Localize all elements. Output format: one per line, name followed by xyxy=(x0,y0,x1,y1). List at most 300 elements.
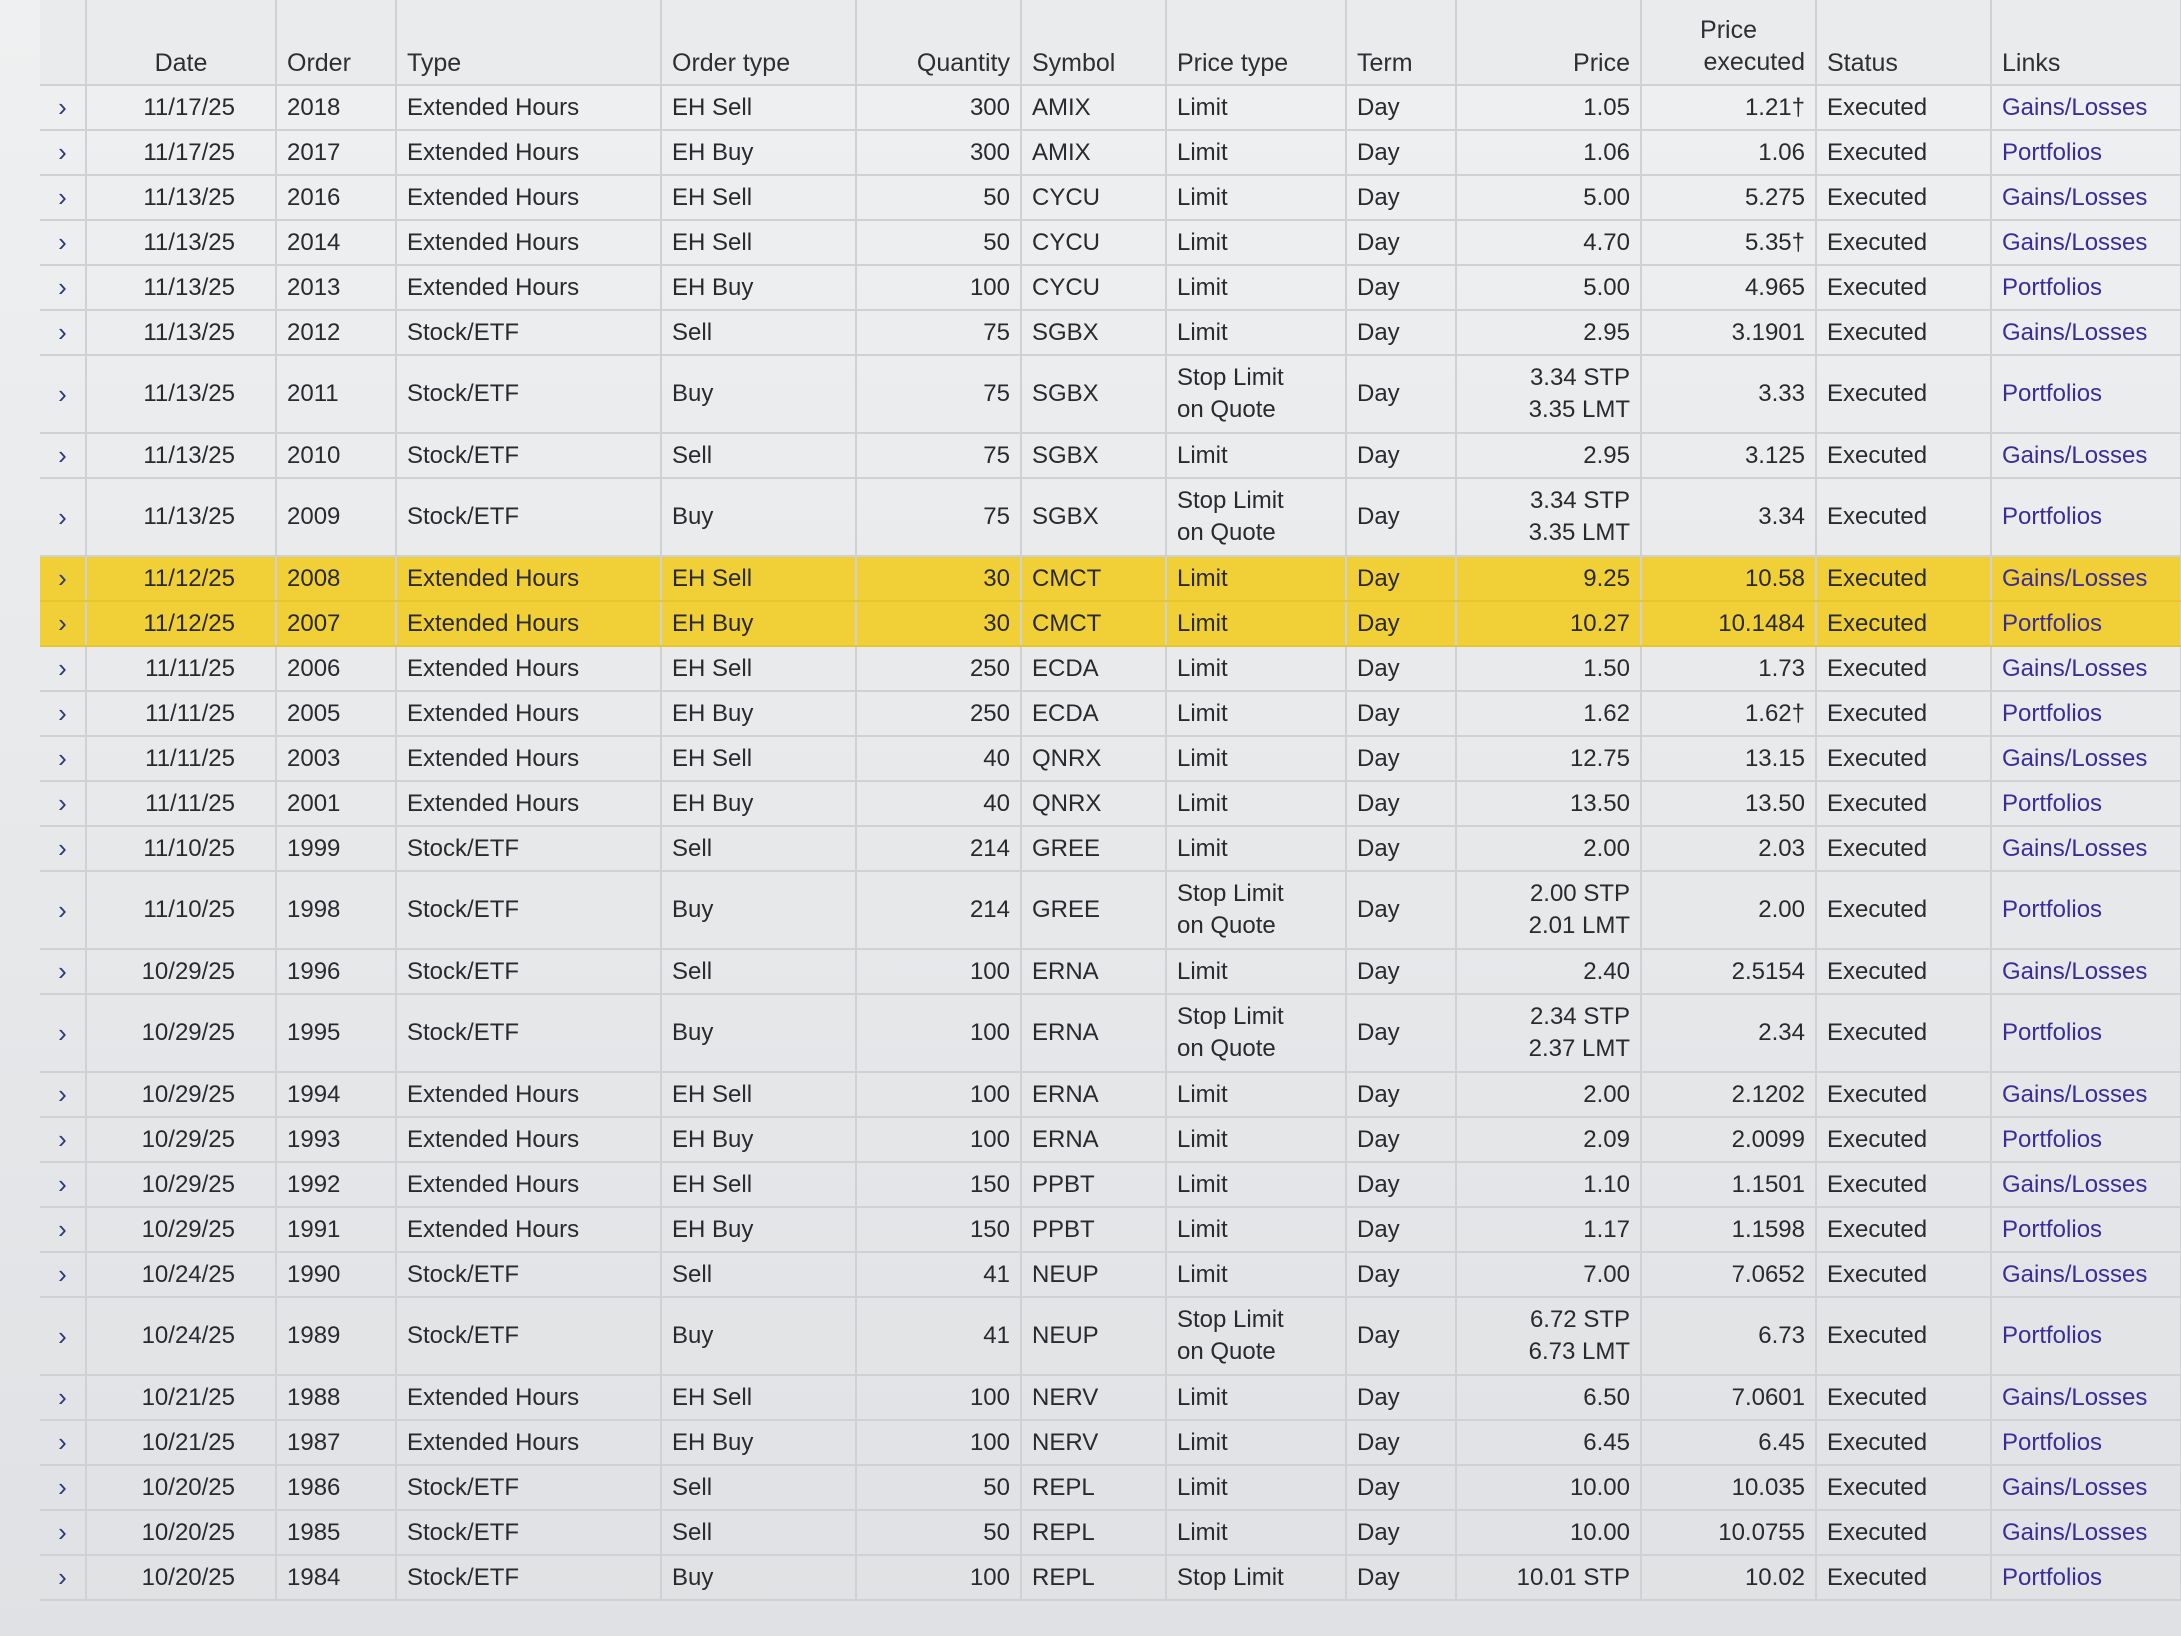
cell-quantity: 41 xyxy=(856,1252,1021,1297)
cell-links xyxy=(1991,130,2181,175)
column-header-order-type[interactable]: Order type xyxy=(661,0,856,85)
table-row[interactable] xyxy=(40,1297,2181,1375)
cell-quantity: 250 xyxy=(856,691,1021,736)
cell-order-type: EH Buy xyxy=(661,601,856,646)
cell-price-executed: 4.965 xyxy=(1641,265,1816,310)
cell-price-type xyxy=(1166,1252,1346,1297)
cell-quantity: 40 xyxy=(856,781,1021,826)
cell-quantity: 250 xyxy=(856,646,1021,691)
cell-date: 10/29/25 xyxy=(86,994,276,1072)
cell-order-number: 1985 xyxy=(276,1510,396,1555)
cell-order-number: 2005 xyxy=(276,691,396,736)
table-row[interactable] xyxy=(40,1117,2181,1162)
cell-order-number: 1993 xyxy=(276,1117,396,1162)
cell-status: Executed xyxy=(1816,826,1991,871)
expand-chevron-icon[interactable]: › xyxy=(40,781,86,826)
cell-price xyxy=(1456,826,1641,871)
column-header-quantity[interactable]: Quantity xyxy=(856,0,1021,85)
table-row[interactable] xyxy=(40,691,2181,736)
cell-price-type xyxy=(1166,949,1346,994)
cell-type: Stock/ETF xyxy=(396,994,661,1072)
column-header-price[interactable]: Price xyxy=(1456,0,1641,85)
table-row[interactable] xyxy=(40,826,2181,871)
price-type-line: Limit xyxy=(1177,1125,1228,1153)
cell-term: Day xyxy=(1346,265,1456,310)
column-header-date[interactable]: Date xyxy=(86,0,276,85)
price-line: 2.95 xyxy=(1583,441,1630,469)
price-type-line: Stop Limit xyxy=(1177,880,1284,907)
table-row[interactable] xyxy=(40,1375,2181,1420)
cell-links xyxy=(1991,355,2181,433)
cell-date: 11/11/25 xyxy=(86,646,276,691)
expand-chevron-icon[interactable]: › xyxy=(40,1465,86,1510)
table-row[interactable] xyxy=(40,646,2181,691)
table-row[interactable] xyxy=(40,949,2181,994)
cell-links xyxy=(1991,646,2181,691)
cell-order-type: Sell xyxy=(661,949,856,994)
column-header-price-executed[interactable] xyxy=(1641,0,1816,85)
expand-chevron-icon[interactable]: › xyxy=(40,1375,86,1420)
cell-status: Executed xyxy=(1816,1252,1991,1297)
cell-date: 11/11/25 xyxy=(86,736,276,781)
price-line: 1.10 xyxy=(1583,1170,1630,1198)
gains-losses-link[interactable]: Gains/Losses xyxy=(2002,654,2148,682)
cell-type: Extended Hours xyxy=(396,646,661,691)
price-line: 1.06 xyxy=(1583,138,1630,166)
table-row[interactable] xyxy=(40,220,2181,265)
expand-chevron-icon[interactable]: › xyxy=(40,601,86,646)
gains-losses-link[interactable]: Gains/Losses xyxy=(2002,1260,2148,1288)
cell-symbol: CMCT xyxy=(1021,601,1166,646)
cell-term: Day xyxy=(1346,1375,1456,1420)
cell-price xyxy=(1456,175,1641,220)
portfolios-link[interactable]: Portfolios xyxy=(2002,273,2103,301)
table-row[interactable] xyxy=(40,310,2181,355)
table-row[interactable] xyxy=(40,556,2181,601)
cell-order-type: Sell xyxy=(661,1510,856,1555)
column-header-price-type[interactable]: Price type xyxy=(1166,0,1346,85)
cell-order-number: 2018 xyxy=(276,85,396,130)
cell-symbol: CMCT xyxy=(1021,556,1166,601)
price-type-line: Stop Limit xyxy=(1177,1563,1284,1591)
cell-price-executed: 6.73 xyxy=(1641,1297,1816,1375)
expand-chevron-icon[interactable]: › xyxy=(40,1555,86,1600)
expand-chevron-icon[interactable]: › xyxy=(40,691,86,736)
price-type-line: on Quote xyxy=(1177,912,1276,939)
price-type-line: Limit xyxy=(1177,1383,1228,1411)
column-header-symbol[interactable]: Symbol xyxy=(1021,0,1166,85)
expand-chevron-icon[interactable]: › xyxy=(40,1420,86,1465)
portfolios-link[interactable]: Portfolios xyxy=(2002,503,2103,530)
cell-price xyxy=(1456,601,1641,646)
table-row[interactable] xyxy=(40,265,2181,310)
cell-links xyxy=(1991,265,2181,310)
cell-order-type: EH Sell xyxy=(661,175,856,220)
cell-quantity: 75 xyxy=(856,310,1021,355)
cell-quantity: 100 xyxy=(856,265,1021,310)
price-type-line: Limit xyxy=(1177,228,1228,256)
cell-type: Stock/ETF xyxy=(396,310,661,355)
expand-chevron-icon[interactable]: › xyxy=(40,85,86,130)
cell-order-number: 2007 xyxy=(276,601,396,646)
cell-price-type xyxy=(1166,433,1346,478)
cell-order-type: Buy xyxy=(661,1297,856,1375)
cell-links xyxy=(1991,871,2181,949)
cell-order-type: EH Sell xyxy=(661,1072,856,1117)
cell-price-type xyxy=(1166,1072,1346,1117)
gains-losses-link[interactable]: Gains/Losses xyxy=(2002,318,2148,346)
cell-order-number: 1995 xyxy=(276,994,396,1072)
expand-chevron-icon[interactable]: › xyxy=(40,175,86,220)
cell-type: Stock/ETF xyxy=(396,1555,661,1600)
cell-type: Extended Hours xyxy=(396,556,661,601)
cell-symbol: ERNA xyxy=(1021,994,1166,1072)
table-row[interactable] xyxy=(40,1252,2181,1297)
expand-chevron-icon[interactable]: › xyxy=(40,265,86,310)
cell-status: Executed xyxy=(1816,175,1991,220)
cell-price-type xyxy=(1166,601,1346,646)
price-type-line: Limit xyxy=(1177,957,1228,985)
cell-order-type: EH Buy xyxy=(661,1420,856,1465)
cell-price-executed: 10.1484 xyxy=(1641,601,1816,646)
expand-chevron-icon[interactable]: › xyxy=(40,355,86,433)
price-line: 2.00 STP xyxy=(1529,880,1630,907)
expand-chevron-icon[interactable]: › xyxy=(40,310,86,355)
cell-symbol: PPBT xyxy=(1021,1162,1166,1207)
cell-links xyxy=(1991,433,2181,478)
cell-links xyxy=(1991,1162,2181,1207)
cell-status: Executed xyxy=(1816,691,1991,736)
cell-price xyxy=(1456,85,1641,130)
cell-price-type xyxy=(1166,355,1346,433)
cell-price-executed: 7.0652 xyxy=(1641,1252,1816,1297)
table-row[interactable] xyxy=(40,355,2181,433)
cell-order-type: Buy xyxy=(661,478,856,556)
price-type-line: Limit xyxy=(1177,1215,1228,1243)
cell-status: Executed xyxy=(1816,310,1991,355)
table-row[interactable] xyxy=(40,871,2181,949)
cell-price-executed: 10.02 xyxy=(1641,1555,1816,1600)
expand-chevron-icon[interactable]: › xyxy=(40,478,86,556)
cell-price-executed: 1.62† xyxy=(1641,691,1816,736)
cell-quantity: 100 xyxy=(856,1555,1021,1600)
cell-quantity: 50 xyxy=(856,175,1021,220)
price-line: 2.00 xyxy=(1583,1080,1630,1108)
cell-status: Executed xyxy=(1816,130,1991,175)
cell-order-number: 1986 xyxy=(276,1465,396,1510)
cell-price-executed: 1.1598 xyxy=(1641,1207,1816,1252)
cell-status: Executed xyxy=(1816,1207,1991,1252)
gains-losses-link[interactable]: Gains/Losses xyxy=(2002,744,2148,772)
price-type-line: Limit xyxy=(1177,318,1228,346)
cell-quantity: 50 xyxy=(856,1510,1021,1555)
price-type-line: Limit xyxy=(1177,441,1228,469)
price-line: 2.09 xyxy=(1583,1125,1630,1153)
cell-price-type xyxy=(1166,1375,1346,1420)
cell-price xyxy=(1456,1375,1641,1420)
cell-type: Stock/ETF xyxy=(396,355,661,433)
cell-price-type xyxy=(1166,1297,1346,1375)
cell-price-type xyxy=(1166,826,1346,871)
cell-order-type: EH Buy xyxy=(661,265,856,310)
price-line: 3.34 STP xyxy=(1529,487,1630,514)
gains-losses-link[interactable]: Gains/Losses xyxy=(2002,441,2148,469)
portfolios-link[interactable]: Portfolios xyxy=(2002,896,2103,923)
expand-chevron-icon[interactable]: › xyxy=(40,1162,86,1207)
table-row[interactable] xyxy=(40,994,2181,1072)
portfolios-link[interactable]: Portfolios xyxy=(2002,699,2103,727)
expand-chevron-icon[interactable]: › xyxy=(40,994,86,1072)
expand-chevron-icon[interactable]: › xyxy=(40,646,86,691)
cell-order-type: Sell xyxy=(661,310,856,355)
cell-quantity: 150 xyxy=(856,1207,1021,1252)
cell-order-number: 2001 xyxy=(276,781,396,826)
price-line: 2.01 LMT xyxy=(1528,912,1630,939)
gains-losses-link[interactable]: Gains/Losses xyxy=(2002,834,2148,862)
cell-quantity: 30 xyxy=(856,601,1021,646)
cell-type: Extended Hours xyxy=(396,85,661,130)
cell-type: Extended Hours xyxy=(396,691,661,736)
cell-symbol: ECDA xyxy=(1021,646,1166,691)
portfolios-link[interactable]: Portfolios xyxy=(2002,1125,2103,1153)
cell-status: Executed xyxy=(1816,355,1991,433)
expand-chevron-icon[interactable]: › xyxy=(40,130,86,175)
table-row[interactable] xyxy=(40,601,2181,646)
cell-price xyxy=(1456,478,1641,556)
expand-chevron-icon[interactable]: › xyxy=(40,871,86,949)
cell-quantity: 100 xyxy=(856,1420,1021,1465)
expand-chevron-icon[interactable]: › xyxy=(40,1252,86,1297)
cell-order-type: EH Buy xyxy=(661,130,856,175)
expand-chevron-icon[interactable]: › xyxy=(40,1072,86,1117)
cell-order-number: 1984 xyxy=(276,1555,396,1600)
cell-status: Executed xyxy=(1816,1072,1991,1117)
cell-price-executed: 5.275 xyxy=(1641,175,1816,220)
table-row[interactable] xyxy=(40,1072,2181,1117)
cell-quantity: 100 xyxy=(856,949,1021,994)
cell-order-number: 2016 xyxy=(276,175,396,220)
portfolios-link[interactable]: Portfolios xyxy=(2002,609,2103,637)
cell-date: 11/12/25 xyxy=(86,601,276,646)
expand-chevron-icon[interactable]: › xyxy=(40,1510,86,1555)
price-line: 6.72 STP xyxy=(1529,1306,1630,1333)
cell-status: Executed xyxy=(1816,1117,1991,1162)
cell-term: Day xyxy=(1346,646,1456,691)
cell-status: Executed xyxy=(1816,556,1991,601)
cell-links xyxy=(1991,691,2181,736)
portfolios-link[interactable]: Portfolios xyxy=(2002,1019,2103,1046)
cell-order-type: EH Sell xyxy=(661,736,856,781)
cell-price-executed: 1.1501 xyxy=(1641,1162,1816,1207)
table-row[interactable] xyxy=(40,478,2181,556)
gains-losses-link[interactable]: Gains/Losses xyxy=(2002,1170,2148,1198)
price-type-line: Limit xyxy=(1177,1518,1228,1546)
cell-date: 11/17/25 xyxy=(86,85,276,130)
table-row[interactable] xyxy=(40,781,2181,826)
gains-losses-link[interactable]: Gains/Losses xyxy=(2002,228,2148,256)
cell-term: Day xyxy=(1346,1465,1456,1510)
cell-term: Day xyxy=(1346,1555,1456,1600)
table-row[interactable] xyxy=(40,433,2181,478)
cell-type: Stock/ETF xyxy=(396,478,661,556)
expand-chevron-icon[interactable]: › xyxy=(40,826,86,871)
cell-price xyxy=(1456,736,1641,781)
price-line: 6.50 xyxy=(1583,1383,1630,1411)
cell-date: 10/21/25 xyxy=(86,1420,276,1465)
gains-losses-link[interactable]: Gains/Losses xyxy=(2002,93,2148,121)
table-row[interactable] xyxy=(40,736,2181,781)
gains-losses-link[interactable]: Gains/Losses xyxy=(2002,1080,2148,1108)
cell-date: 11/13/25 xyxy=(86,310,276,355)
table-row[interactable] xyxy=(40,175,2181,220)
cell-term: Day xyxy=(1346,1252,1456,1297)
cell-status: Executed xyxy=(1816,994,1991,1072)
price-type-line: on Quote xyxy=(1177,1338,1276,1365)
cell-price-executed: 5.35† xyxy=(1641,220,1816,265)
price-executed-header-line-2: executed xyxy=(1703,48,1805,76)
price-line: 7.00 xyxy=(1583,1260,1630,1288)
price-line: 10.27 xyxy=(1569,609,1630,637)
cell-type: Stock/ETF xyxy=(396,1465,661,1510)
cell-date: 11/10/25 xyxy=(86,871,276,949)
cell-order-number: 1996 xyxy=(276,949,396,994)
price-type-line: on Quote xyxy=(1177,1035,1276,1062)
cell-date: 10/29/25 xyxy=(86,1162,276,1207)
table-row[interactable] xyxy=(40,1465,2181,1510)
cell-links xyxy=(1991,310,2181,355)
price-line: 1.62 xyxy=(1583,699,1630,727)
gains-losses-link[interactable]: Gains/Losses xyxy=(2002,1518,2148,1546)
cell-symbol: PPBT xyxy=(1021,1207,1166,1252)
cell-links xyxy=(1991,1465,2181,1510)
cell-price xyxy=(1456,1162,1641,1207)
table-row[interactable] xyxy=(40,1555,2181,1600)
portfolios-link[interactable]: Portfolios xyxy=(2002,1563,2103,1591)
cell-price-type xyxy=(1166,871,1346,949)
cell-symbol: GREE xyxy=(1021,871,1166,949)
cell-order-type: EH Buy xyxy=(661,1207,856,1252)
price-line: 9.25 xyxy=(1583,564,1630,592)
cell-price xyxy=(1456,1420,1641,1465)
cell-order-number: 2014 xyxy=(276,220,396,265)
cell-price-type xyxy=(1166,1207,1346,1252)
expand-chevron-icon[interactable]: › xyxy=(40,1117,86,1162)
cell-order-type: EH Sell xyxy=(661,220,856,265)
cell-date: 10/21/25 xyxy=(86,1375,276,1420)
cell-price-executed: 2.00 xyxy=(1641,871,1816,949)
cell-price-type xyxy=(1166,1510,1346,1555)
price-line: 1.05 xyxy=(1583,93,1630,121)
cell-term: Day xyxy=(1346,781,1456,826)
column-header-term[interactable]: Term xyxy=(1346,0,1456,85)
table-row[interactable] xyxy=(40,1207,2181,1252)
portfolios-link[interactable]: Portfolios xyxy=(2002,1428,2103,1456)
expand-chevron-icon[interactable]: › xyxy=(40,736,86,781)
cell-symbol: QNRX xyxy=(1021,781,1166,826)
cell-price xyxy=(1456,646,1641,691)
cell-symbol: ERNA xyxy=(1021,949,1166,994)
cell-term: Day xyxy=(1346,871,1456,949)
expand-chevron-icon[interactable]: › xyxy=(40,1207,86,1252)
cell-price xyxy=(1456,1207,1641,1252)
gains-losses-link[interactable]: Gains/Losses xyxy=(2002,1473,2148,1501)
cell-order-type: EH Buy xyxy=(661,1117,856,1162)
gains-losses-link[interactable]: Gains/Losses xyxy=(2002,1383,2148,1411)
expand-chevron-icon[interactable]: › xyxy=(40,949,86,994)
cell-price-type xyxy=(1166,1162,1346,1207)
cell-date: 11/13/25 xyxy=(86,175,276,220)
expand-chevron-icon[interactable]: › xyxy=(40,433,86,478)
portfolios-link[interactable]: Portfolios xyxy=(2002,1215,2103,1243)
table-row[interactable] xyxy=(40,130,2181,175)
expand-chevron-icon[interactable]: › xyxy=(40,1297,86,1375)
column-header-type[interactable]: Type xyxy=(396,0,661,85)
cell-date: 10/24/25 xyxy=(86,1252,276,1297)
portfolios-link[interactable]: Portfolios xyxy=(2002,789,2103,817)
cell-type: Extended Hours xyxy=(396,1207,661,1252)
cell-price-executed: 1.21† xyxy=(1641,85,1816,130)
cell-type: Stock/ETF xyxy=(396,1297,661,1375)
price-line: 10.01 STP xyxy=(1516,1563,1630,1591)
cell-price xyxy=(1456,949,1641,994)
cell-quantity: 75 xyxy=(856,355,1021,433)
cell-term: Day xyxy=(1346,826,1456,871)
table-row[interactable] xyxy=(40,85,2181,130)
cell-price xyxy=(1456,310,1641,355)
cell-term: Day xyxy=(1346,691,1456,736)
cell-order-number: 1991 xyxy=(276,1207,396,1252)
price-type-line: Limit xyxy=(1177,1428,1228,1456)
cell-term: Day xyxy=(1346,130,1456,175)
cell-status: Executed xyxy=(1816,646,1991,691)
cell-order-number: 2017 xyxy=(276,130,396,175)
cell-order-type: Sell xyxy=(661,433,856,478)
cell-order-type: EH Sell xyxy=(661,85,856,130)
cell-term: Day xyxy=(1346,1510,1456,1555)
gains-losses-link[interactable]: Gains/Losses xyxy=(2002,564,2148,592)
cell-term: Day xyxy=(1346,736,1456,781)
gains-losses-link[interactable]: Gains/Losses xyxy=(2002,183,2148,211)
price-type-line: Limit xyxy=(1177,1080,1228,1108)
cell-quantity: 75 xyxy=(856,478,1021,556)
cell-date: 10/29/25 xyxy=(86,1207,276,1252)
cell-order-number: 1987 xyxy=(276,1420,396,1465)
table-row[interactable] xyxy=(40,1420,2181,1465)
cell-symbol: NERV xyxy=(1021,1375,1166,1420)
expand-chevron-icon[interactable]: › xyxy=(40,556,86,601)
price-type-line: Limit xyxy=(1177,609,1228,637)
portfolios-link[interactable]: Portfolios xyxy=(2002,380,2103,407)
portfolios-link[interactable]: Portfolios xyxy=(2002,1322,2103,1349)
cell-status: Executed xyxy=(1816,781,1991,826)
price-line: 10.00 xyxy=(1569,1518,1630,1546)
cell-price xyxy=(1456,220,1641,265)
portfolios-link[interactable]: Portfolios xyxy=(2002,138,2103,166)
cell-price-type xyxy=(1166,265,1346,310)
price-line: 1.17 xyxy=(1583,1215,1630,1243)
table-row[interactable] xyxy=(40,1162,2181,1207)
cell-price-type xyxy=(1166,1465,1346,1510)
column-header-order[interactable]: Order xyxy=(276,0,396,85)
gains-losses-link[interactable]: Gains/Losses xyxy=(2002,957,2148,985)
cell-price-type xyxy=(1166,781,1346,826)
cell-order-type: EH Buy xyxy=(661,691,856,736)
expand-chevron-icon[interactable]: › xyxy=(40,220,86,265)
cell-status: Executed xyxy=(1816,736,1991,781)
cell-order-type: Buy xyxy=(661,871,856,949)
table-row[interactable] xyxy=(40,1510,2181,1555)
column-header-status[interactable]: Status xyxy=(1816,0,1991,85)
